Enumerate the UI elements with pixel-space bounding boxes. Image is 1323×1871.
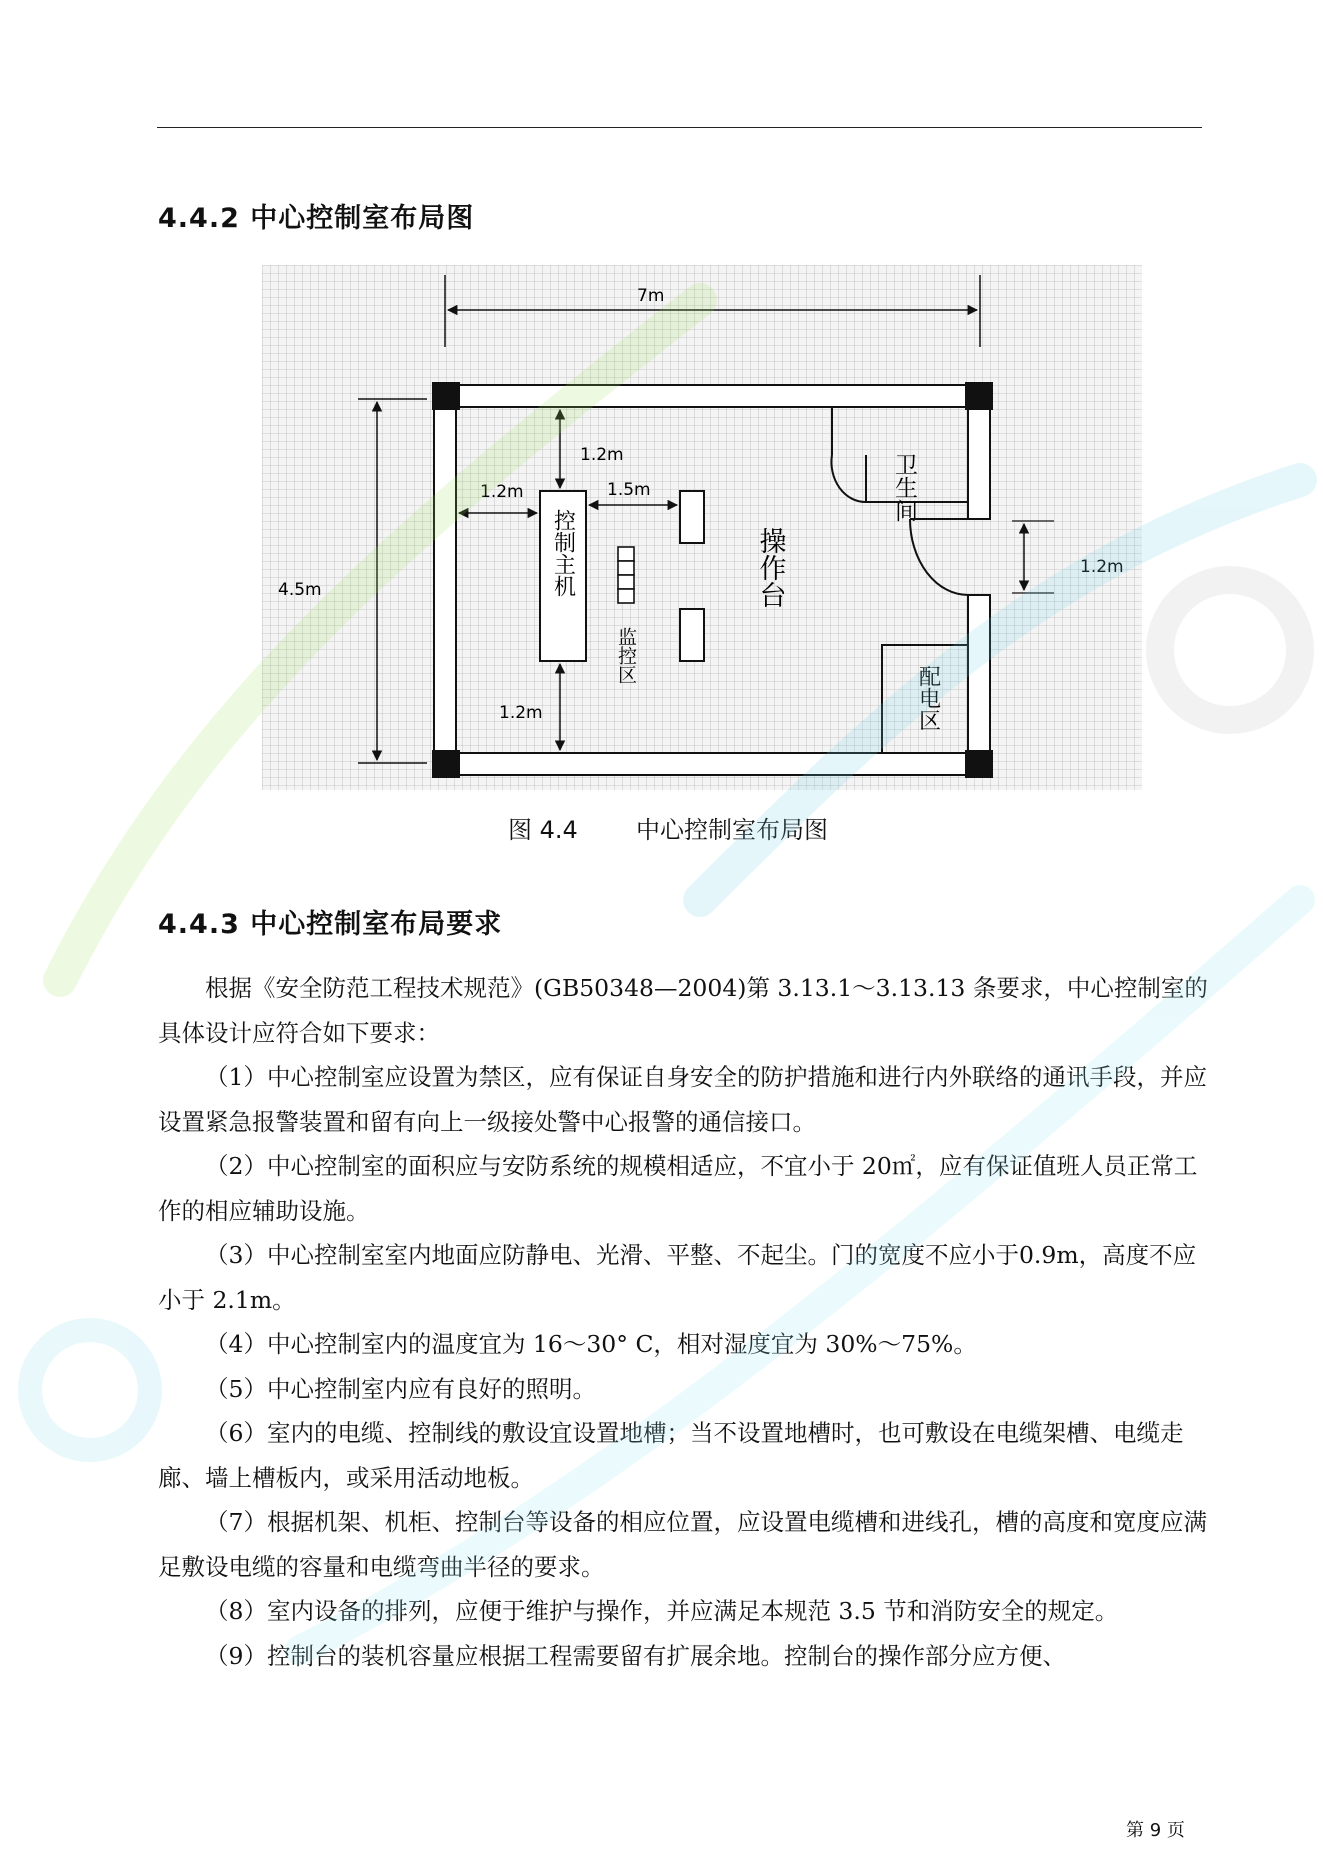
dimension-label-height: 4.5m — [278, 580, 322, 600]
paragraph-item-4: （4）中心控制室内的温度宜为 16～30° C，相对湿度宜为 30%～75%。 — [205, 1330, 977, 1358]
figure-caption-number: 图 4.4 — [508, 816, 578, 844]
dimension-label-host-to-desk: 1.5m — [607, 480, 651, 500]
paragraph-item-8: （8）室内设备的排列，应便于维护与操作，并应满足本规范 3.5 节和消防安全的规定。 — [205, 1597, 1119, 1625]
monitor-racks — [618, 547, 634, 603]
section-heading-requirements: 4.4.3 中心控制室布局要求 — [158, 909, 503, 940]
paragraph-item-9: （9）控制台的装机容量应根据工程需要留有扩展余地。控制台的操作部分应方便、 — [205, 1641, 1066, 1670]
paragraph-item-3: （3）中心控制室室内地面应防静电、光滑、平整、不起尘。门的宽度不应小于0.9m，高度不应小于 2.1m。 — [158, 1241, 1197, 1314]
header-rule — [157, 127, 1202, 128]
paragraph-item-5: （5）中心控制室内应有良好的照明。 — [205, 1374, 596, 1403]
label-control-host: 控制主机 — [550, 509, 576, 597]
label-restroom: 卫生间 — [891, 453, 917, 522]
dimension-label-door: 1.2m — [1080, 557, 1124, 577]
paragraph-item-1: （1）中心控制室应设置为禁区，应有保证自身安全的防护措施和进行内外联络的通讯手段，并应设置紧急报警装置和留有向上一级接处警中心报警的通信接口。 — [158, 1063, 1207, 1136]
paragraph-item-2: （2）中心控制室的面积应与安防系统的规模相适应，不宜小于 20㎡，应有保证值班人员正常工作的相应辅助设施。 — [158, 1152, 1198, 1225]
floor-plan-diagram — [262, 265, 1142, 790]
dimension-label-bottom-gap: 1.2m — [499, 703, 543, 723]
figure-caption — [508, 810, 828, 845]
dimension-label-top-gap: 1.2m — [580, 445, 624, 465]
label-monitor-area: 监控区 — [615, 627, 637, 684]
paragraph-intro: 根据《安全防范工程技术规范》(GB50348—2004)第 3.13.1～3.13.13 条要求，中心控制室的具体设计应符合如下要求： — [158, 974, 1208, 1047]
label-console: 操作台 — [754, 527, 786, 608]
paragraph-item-6: （6）室内的电缆、控制线的敷设宜设置地槽；当不设置地槽时，也可敷设在电缆架槽、电缆走廊、墙上槽板内，或采用活动地板。 — [158, 1419, 1184, 1492]
label-power-room: 配电区 — [915, 665, 941, 731]
figure-caption-title: 中心控制室布局图 — [636, 816, 828, 844]
paragraph-item-7: （7）根据机架、机柜、控制台等设备的相应位置，应设置电缆槽和进线孔，槽的高度和宽度应满足敷设电缆的容量和电缆弯曲半径的要求。 — [158, 1508, 1207, 1581]
layout-figure — [262, 265, 1142, 790]
dimension-label-left-gap: 1.2m — [480, 482, 524, 502]
page-number: 第 9 页 — [1126, 1820, 1185, 1841]
requirements-body — [158, 966, 1210, 1678]
section-heading-layout: 4.4.2 中心控制室布局图 — [158, 203, 475, 234]
dimension-label-width: 7m — [637, 286, 665, 306]
